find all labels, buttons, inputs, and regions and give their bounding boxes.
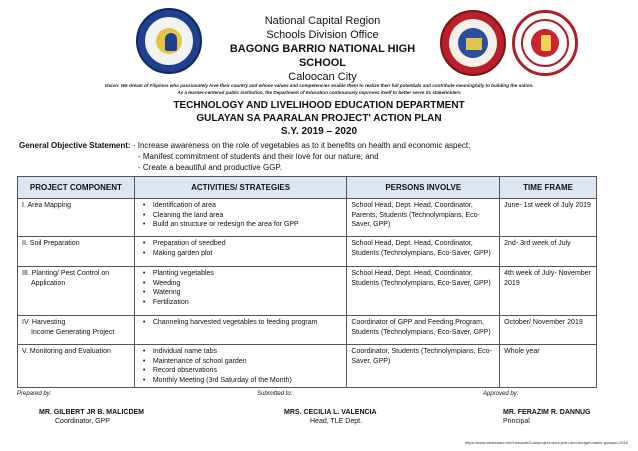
- time-cell: 4th week of July- November 2019: [500, 267, 597, 316]
- activity-item: • Identification of area: [153, 201, 343, 211]
- component-text: III. Planting/ Pest Control on: [22, 270, 110, 277]
- activities-cell: [134, 267, 347, 316]
- school-year: S.Y. 2019 – 2020: [280, 126, 358, 137]
- header-persons: PERSONS INVOLVE: [347, 177, 500, 199]
- time-cell: June- 1st week of July 2019: [500, 199, 597, 237]
- component-cell: [18, 345, 135, 388]
- table-row: [18, 345, 597, 388]
- table-row: [18, 199, 597, 237]
- table-row: [18, 237, 597, 267]
- department-title: TECHNOLOGY AND LIVELIHOOD EDUCATION DEPARTMENT: [173, 100, 465, 111]
- header-time-frame: TIME FRAME: [500, 177, 597, 199]
- table-row: [18, 267, 597, 316]
- activity-item: • Individual name tabs: [153, 347, 343, 357]
- persons-cell: Coordinator of GPP and Feeding Program, Students (Technolympians, Eco-Saver, GPP): [347, 316, 500, 345]
- activity-item: • Preparation of seedbed: [153, 239, 343, 249]
- persons-cell: Coordinator, Students (Technolympians, Eco-Saver, GPP): [347, 345, 500, 388]
- objective-item-3: - Create a beautiful and productive GGP.: [138, 163, 282, 172]
- persons-cell: School Head, Dept. Head, Coordinator, Parents, Students (Technolympians, Eco-Saver, GPP): [347, 199, 500, 237]
- time-cell: Whole year: [500, 345, 597, 388]
- action-plan-table: [17, 176, 597, 388]
- table-header-row: [18, 177, 597, 199]
- general-objective: [19, 140, 629, 173]
- component-cell: [18, 316, 135, 345]
- persons-cell: School Head, Dept. Head, Coordinator, Students (Technolympians, Eco-Saver, GPP): [347, 237, 500, 267]
- component-cell: [18, 237, 135, 267]
- deped-seal-logo: [136, 8, 202, 74]
- approver-role: Principal: [503, 418, 530, 425]
- submitted-to-name: MRS. CECILIA L. VALENCIA: [284, 409, 377, 416]
- activity-item: • Watering: [153, 288, 343, 298]
- component-text: IV. Harvesting: [22, 319, 66, 326]
- time-cell: 2nd- 3rd week of July: [500, 237, 597, 267]
- objective-label: General Objective Statement:: [19, 141, 131, 150]
- activities-cell: [134, 199, 347, 237]
- component-cell: [18, 199, 135, 237]
- preparer-role: Coordinator, GPP: [55, 418, 110, 425]
- header-activities: ACTIVITIES/ STRATEGIES: [134, 177, 347, 199]
- activity-item: • Weeding: [153, 279, 343, 289]
- submitted-to-role: Head, TLE Dept.: [310, 418, 363, 425]
- letterhead: [210, 14, 435, 84]
- vision-statement: [20, 82, 618, 96]
- activity-item: • Build an structure or redesign the area for GPP: [153, 220, 343, 230]
- activities-cell: [134, 237, 347, 267]
- vision-line-2: As a learner-centered public institution, the Department of Education continuously improves itself to better serve its stakeholders: [177, 90, 461, 95]
- vision-line-1: Vision: We dream of Filipinos who passionately love their country and whose values and competencies enable them to realize their full potentials and contribute meaningfully to building the nation.: [104, 83, 534, 88]
- approved-by-label: Approved by:: [483, 391, 519, 397]
- component-cell: [18, 267, 135, 316]
- persons-cell: School Head, Dept. Head, Coordinator, Students (Technolympians, Eco-Saver, GPP): [347, 267, 500, 316]
- prepared-by-label: Prepared by:: [17, 391, 52, 397]
- activity-item: • Monthly Meeting (3rd Saturday of the Month): [153, 376, 343, 386]
- activity-item: • Cleaning the land area: [153, 211, 343, 221]
- objective-item-2: - Manifest commitment of students and their love for our nature; and: [138, 152, 379, 161]
- school-name: BAGONG BARRIO NATIONAL HIGH SCHOOL: [229, 43, 416, 69]
- plan-title: GULAYAN SA PAARALAN PROJECT' ACTION PLAN: [196, 113, 442, 124]
- division-text: Schools Division Office: [266, 29, 379, 41]
- activity-item: • Fertilization: [153, 298, 343, 308]
- component-text: V. Monitoring and Evaluation: [22, 348, 111, 355]
- objective-item-1: - Increase awareness on the role of vegetables as to it benefits on health and economic aspect;: [132, 141, 471, 150]
- school-seal-logo: [512, 10, 578, 76]
- activity-item: • Record observations: [153, 366, 343, 376]
- component-text: II. Soil Preparation: [22, 240, 80, 247]
- header-project-component: PROJECT COMPONENT: [18, 177, 135, 199]
- component-text: I. Area Mapping: [22, 202, 72, 209]
- activities-cell: [134, 316, 347, 345]
- preparer-name: MR. GILBERT JR B. MALICDEM: [39, 409, 144, 416]
- component-subtext: Income Generating Project: [31, 328, 115, 336]
- activity-item: • Making garden plot: [153, 249, 343, 259]
- activity-item: • Channeling harvested vegetables to feeding program: [153, 318, 343, 328]
- approver-name: MR. FERAZIM R. DANNUG: [503, 409, 591, 416]
- time-cell: October/ November 2019: [500, 316, 597, 345]
- activity-item: • Maintenance of school garden: [153, 357, 343, 367]
- activity-item: • Planting vegetables: [153, 269, 343, 279]
- region-text: National Capital Region: [264, 15, 381, 27]
- document-titles: [0, 99, 638, 138]
- component-subtext: Application: [31, 279, 66, 287]
- table-row: [18, 316, 597, 345]
- activities-cell: [134, 345, 347, 388]
- city-text: Caloocan City: [288, 71, 357, 83]
- submitted-to-label: Submitted to:: [257, 391, 293, 397]
- source-url-link[interactable]: https://www.slideshare.net/LemardeGuia/project-work-plan-and-budget-matrix-gulayan-2016: [465, 440, 628, 445]
- schools-division-seal-logo: [440, 10, 506, 76]
